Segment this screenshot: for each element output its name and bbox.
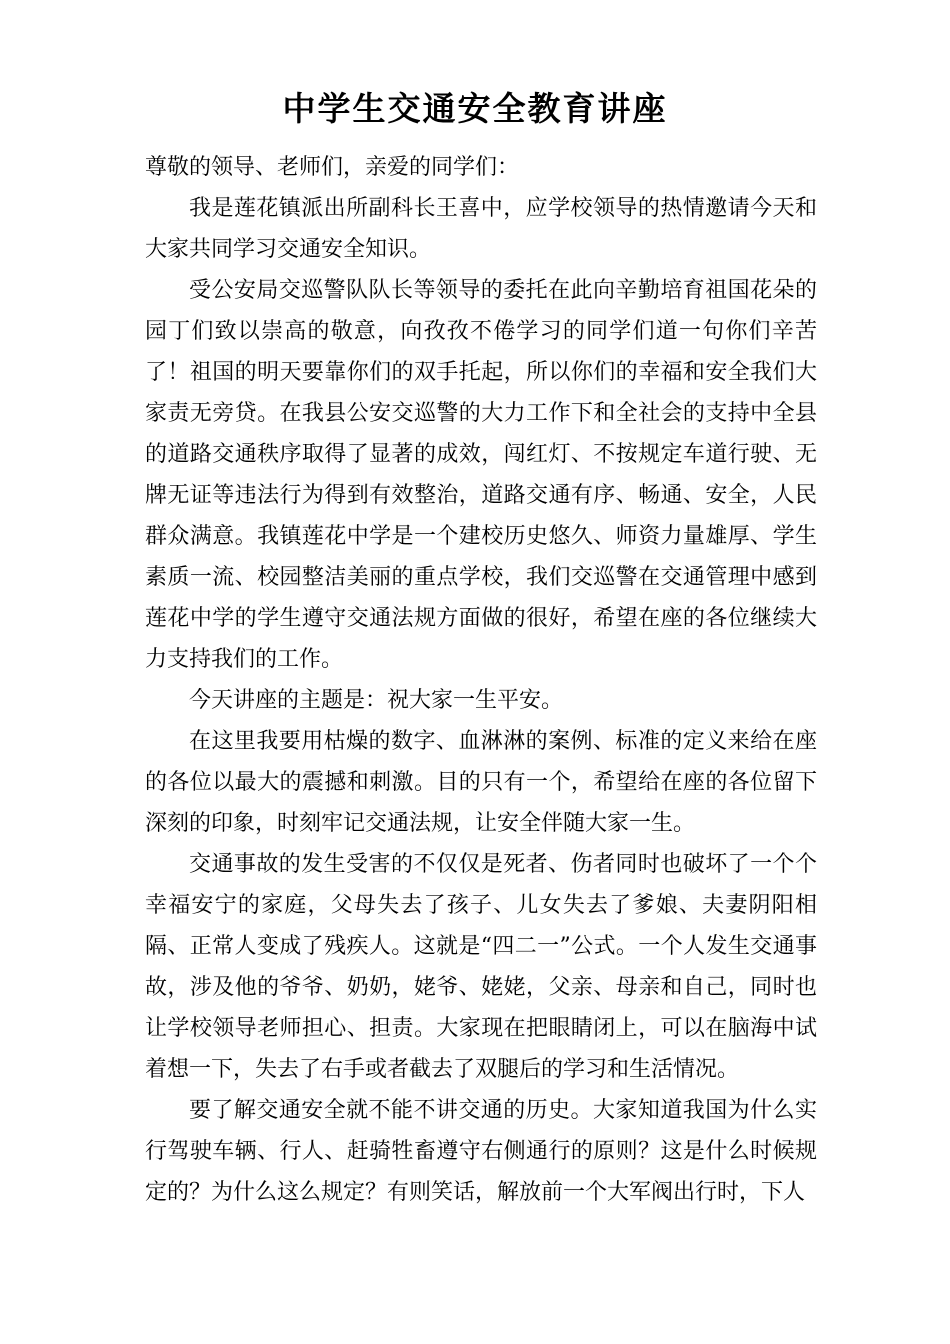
body-paragraph: 今天讲座的主题是：祝大家一生平安。 xyxy=(189,688,564,713)
document-body xyxy=(145,147,817,1213)
body-paragraph: 我是莲花镇派出所副科长王喜中，应学校领导的热情邀请今天和大家共同学习交通安全知识。 xyxy=(145,196,817,262)
body-paragraph: 要了解交通安全就不能不讲交通的历史。大家知道我国为什么实行驾驶车辆、行人、赶骑牲畜遵守右侧通行的原则？这是什么时候规定的？为什么这么规定？有则笑话，解放前一个大军阀出行时，下人 xyxy=(145,1098,817,1205)
body-paragraph: 交通事故的发生受害的不仅仅是死者、伤者同时也破坏了一个个幸福安宁的家庭，父母失去了孩子、儿女失去了爹娘、夫妻阴阳相隔、正常人变成了残疾人。这就是“四二一”公式。一个人发生交通事故，涉及他的爷爷、奶奶，姥爷、姥姥，父亲、母亲和自己，同时也让学校领导老师担心、担责。大家现在把眼睛闭上，可以在脑海中试着想一下，失去了右手或者截去了双腿后的学习和生活情况。 xyxy=(145,852,817,1082)
document-title: 中学生交通安全教育讲座 xyxy=(282,89,668,128)
salutation-paragraph: 尊敬的领导、老师们，亲爱的同学们： xyxy=(145,155,520,180)
body-paragraph: 在这里我要用枯燥的数字、血淋淋的案例、标准的定义来给在座的各位以最大的震撼和刺激。目的只有一个，希望给在座的各位留下深刻的印象，时刻牢记交通法规，让安全伴随大家一生。 xyxy=(145,729,817,836)
body-paragraph: 受公安局交巡警队队长等领导的委托在此向辛勤培育祖国花朵的园丁们致以崇高的敬意，向孜孜不倦学习的同学们道一句你们辛苦了！祖国的明天要靠你们的双手托起，所以你们的幸福和安全我们大家责无旁贷。在我县公安交巡警的大力工作下和全社会的支持中全县的道路交通秩序取得了显著的成效，闯红灯、不按规定车道行驶、无牌无证等违法行为得到有效整治，道路交通有序、畅通、安全，人民群众满意。我镇莲花中学是一个建校历史悠久、师资力量雄厚、学生素质一流、校园整洁美丽的重点学校，我们交巡警在交通管理中感到莲花中学的学生遵守交通法规方面做的很好，希望在座的各位继续大力支持我们的工作。 xyxy=(145,278,817,672)
